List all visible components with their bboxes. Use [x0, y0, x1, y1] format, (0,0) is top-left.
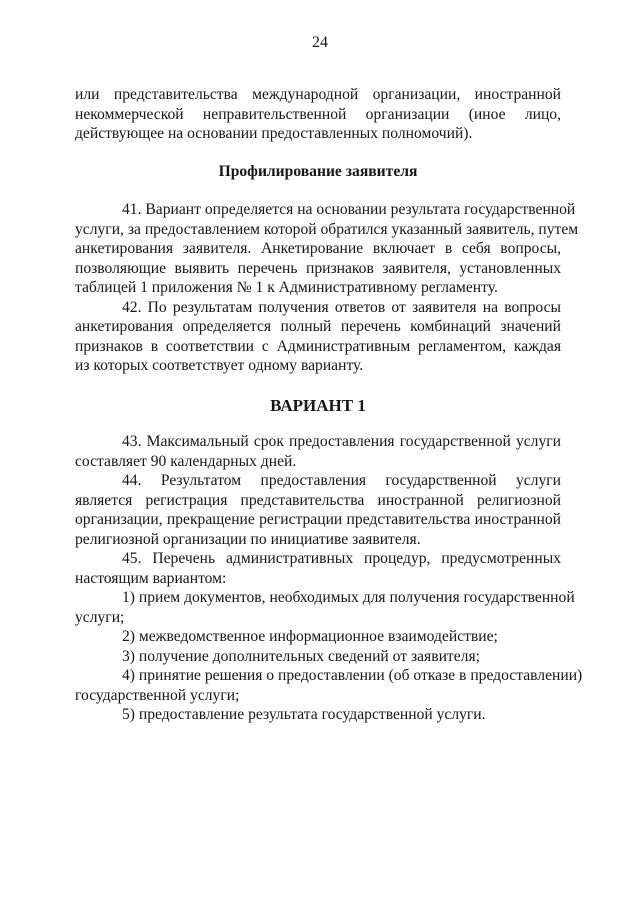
paragraph — [75, 666, 583, 705]
text-line: 41. Вариант определяется на основании результата государственной — [122, 201, 576, 218]
text-line: 43. Максимальный срок предоставления государственной услуги — [122, 433, 561, 450]
paragraph — [75, 298, 561, 376]
text-line: организации, прекращение регистрации представительства иностранной — [75, 511, 561, 528]
paragraph — [75, 549, 561, 588]
text-line: анкетирования определяется полный перечень комбинаций значений — [75, 318, 561, 335]
paragraph — [75, 627, 561, 647]
text-line: составляет 90 календарных дней. — [75, 452, 297, 470]
page-number: 24 — [312, 34, 328, 51]
text-line: государственной услуги; — [75, 686, 240, 704]
text-line: действующее на основании предоставленных полномочий). — [75, 125, 473, 142]
text-line: признаков в соответствии с Административным регламентом, каждая — [75, 337, 561, 355]
text-line: 2) межведомственное информационное взаимодействие; — [122, 628, 498, 645]
paragraph — [75, 705, 561, 725]
text-line: является регистрация представительства иностранной религиозной — [75, 491, 561, 509]
text-line: позволяющие выявить перечень признаков заявителя, установленных — [75, 259, 561, 277]
text-line: 45. Перечень административных процедур, предусмотренных — [122, 550, 561, 567]
text-line: 4) принятие решения о предоставлении (об отказе в предоставлении) — [122, 667, 583, 684]
paragraph — [75, 588, 575, 627]
text-line: 1) прием документов, необходимых для получения государственной — [122, 589, 575, 606]
paragraph — [75, 200, 579, 298]
text-line: 3) получение дополнительных сведений от заявителя; — [122, 647, 480, 665]
text-line: услуги, за предоставлением которой обратился указанный заявитель, путем — [75, 220, 579, 238]
text-line: религиозной организации по инициативе заявителя. — [75, 530, 421, 548]
paragraph — [75, 432, 561, 471]
text-line: 42. По результатам получения ответов от заявителя на вопросы — [122, 298, 561, 316]
text-line: услуги; — [75, 608, 125, 626]
paragraph — [75, 647, 561, 667]
text-line: 5) предоставление результата государственной услуги. — [122, 706, 486, 723]
text-line: или представительства международной организации, иностранной — [75, 86, 561, 103]
text-line: анкетирования заявителя. Анкетирование включает в себя вопросы, — [75, 240, 561, 257]
paragraph — [75, 85, 561, 144]
text-line: из которых соответствует одному варианту. — [75, 357, 364, 374]
text-line: таблицей 1 приложения № 1 к Административному регламенту. — [75, 279, 498, 296]
document-body — [75, 85, 583, 725]
variant-heading: ВАРИАНТ 1 — [270, 396, 366, 415]
section-heading: Профилирование заявителя — [218, 163, 418, 180]
paragraph — [75, 471, 561, 549]
text-line: 44. Результатом предоставления государственной услуги — [122, 472, 561, 489]
text-line: настоящим вариантом: — [75, 569, 227, 587]
text-line: некоммерческой неправительственной организации (иное лицо, — [75, 105, 561, 123]
